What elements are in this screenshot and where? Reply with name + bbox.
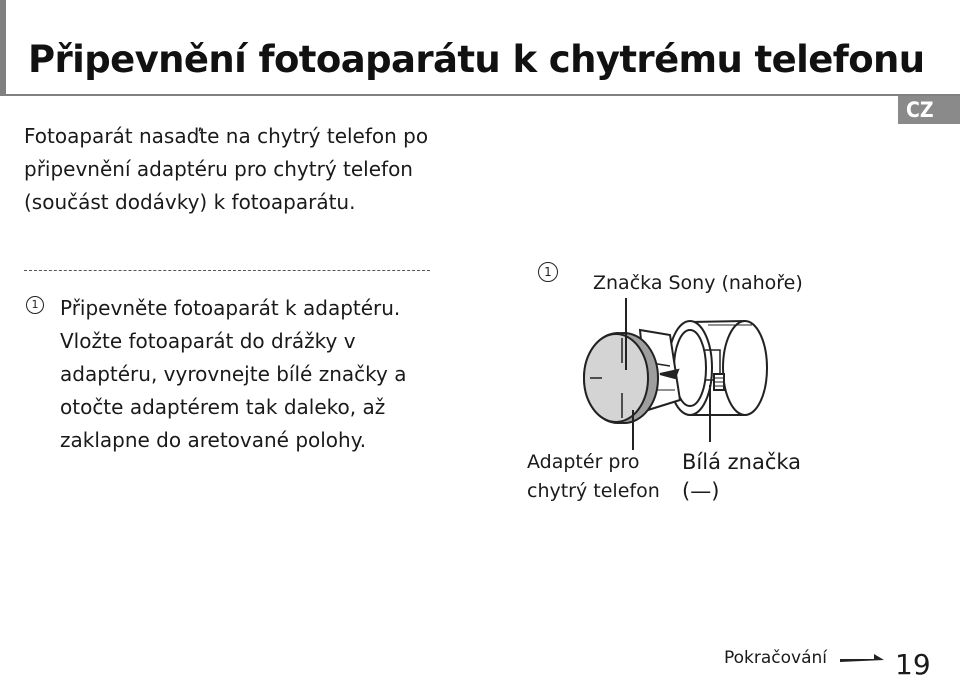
step-text [60,292,450,457]
step-title: Připevněte fotoaparát k adaptéru. [60,296,401,320]
dashed-divider [24,270,430,271]
title-bar [0,0,960,96]
camera-lens-body [668,321,767,415]
sony-mark-label: Značka Sony (nahoře) [593,272,803,294]
continue-arrow-icon [840,648,884,666]
page-number: 19 [895,648,931,681]
step-body: Vložte fotoaparát do drážky v adaptéru, vyrovnejte bílé značky a otočte adaptérem tak daleko, až zaklapne do aretované polohy. [60,329,407,452]
figure-step-marker: 1 [538,262,558,282]
intro-paragraph: Fotoaparát nasaďte na chytrý telefon po připevnění adaptéru pro chytrý telefon (součást dodávky) k fotoaparátu. [24,124,429,214]
step-number-badge: 1 [26,296,44,314]
adapter-label: Adaptér pro chytrý telefon [527,451,660,502]
continued-label: Pokračování [724,648,828,668]
page-title: Připevnění fotoaparátu k chytrému telefonu [28,38,925,81]
white-mark-label: Bílá značka (—) [682,450,802,503]
adapter-disc [584,333,658,423]
language-tab: CZ [898,96,960,124]
